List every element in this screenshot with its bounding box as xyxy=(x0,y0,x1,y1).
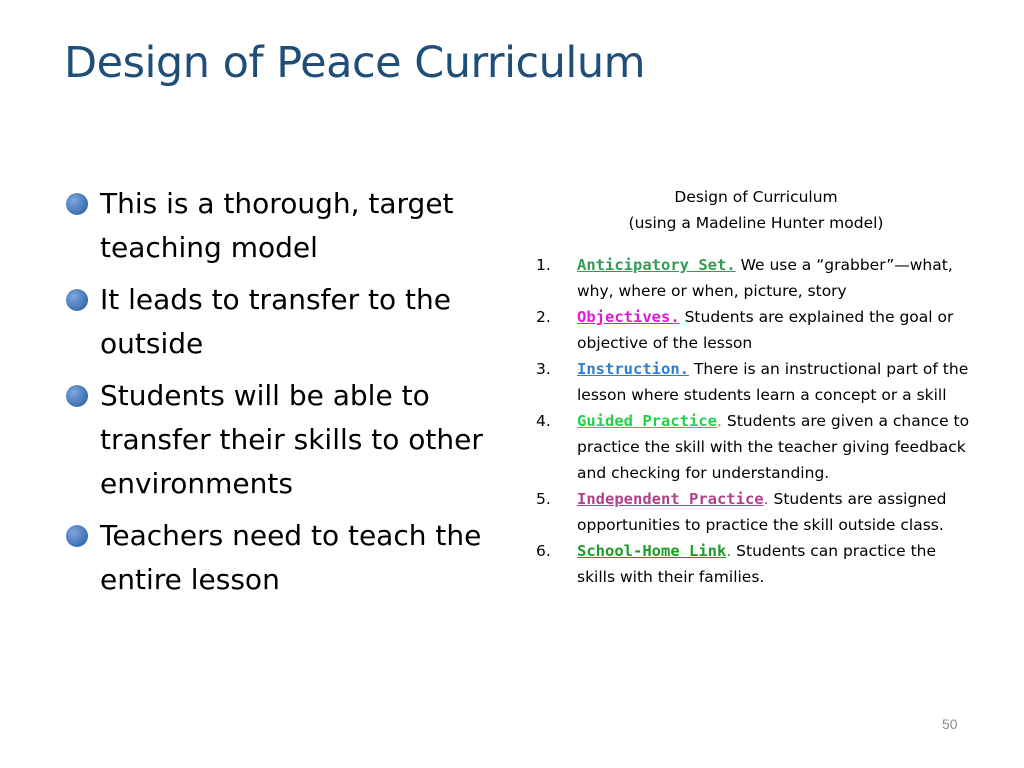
slide-title: Design of Peace Curriculum xyxy=(64,38,646,88)
step-name: School-Home Link xyxy=(577,542,727,560)
step-text: Students are explained the goal or objective of the lesson xyxy=(577,308,954,352)
step-name: Guided Practice xyxy=(577,412,717,430)
bullet-text: Students will be able to transfer their skills to other environments xyxy=(100,379,483,500)
step-item xyxy=(536,356,976,408)
step-item xyxy=(536,408,976,486)
bullet-item xyxy=(64,278,504,366)
step-item xyxy=(536,538,976,590)
bullet-item xyxy=(64,182,504,270)
step-name: Instruction. xyxy=(577,360,689,378)
page-number: 50 xyxy=(942,716,958,732)
step-number: 2. xyxy=(536,308,551,326)
bullet-item xyxy=(64,514,504,602)
step-item xyxy=(536,252,976,304)
bullet-dot-icon xyxy=(66,289,88,311)
step-text: Students are given a chance to practice the skill with the teacher giving feedback and checking for understanding. xyxy=(577,412,970,482)
step-name: Objectives. xyxy=(577,308,680,326)
step-number: 5. xyxy=(536,490,551,508)
step-name: Anticipatory Set. xyxy=(577,256,736,274)
panel-heading: Design of Curriculum xyxy=(674,188,838,206)
bullet-dot-icon xyxy=(66,525,88,547)
step-text: There is an instructional part of the lesson where students learn a concept or a skill xyxy=(577,360,969,404)
step-text: We use a “grabber”—what, why, where or when, picture, story xyxy=(577,256,953,300)
step-number: 3. xyxy=(536,360,551,378)
bullet-text: Teachers need to teach the entire lesson xyxy=(100,519,482,596)
bullet-text: It leads to transfer to the outside xyxy=(100,283,452,360)
step-number: 4. xyxy=(536,412,551,430)
steps-list xyxy=(536,252,976,590)
step-number: 1. xyxy=(536,256,551,274)
bullet-text: This is a thorough, target teaching model xyxy=(100,187,454,264)
curriculum-panel xyxy=(536,184,976,590)
bullet-list xyxy=(64,182,504,610)
step-item xyxy=(536,304,976,356)
step-suffix: . xyxy=(716,412,722,430)
step-text: Students can practice the skills with their families. xyxy=(577,542,937,586)
bullet-item xyxy=(64,374,504,506)
step-text: Students are assigned opportunities to practice the skill outside class. xyxy=(577,490,947,534)
bullet-dot-icon xyxy=(66,385,88,407)
step-suffix: . xyxy=(763,490,769,508)
step-item xyxy=(536,486,976,538)
panel-subheading: (using a Madeline Hunter model) xyxy=(628,214,884,232)
step-number: 6. xyxy=(536,542,551,560)
step-suffix: . xyxy=(726,542,732,560)
bullet-dot-icon xyxy=(66,193,88,215)
step-name: Independent Practice xyxy=(577,490,764,508)
